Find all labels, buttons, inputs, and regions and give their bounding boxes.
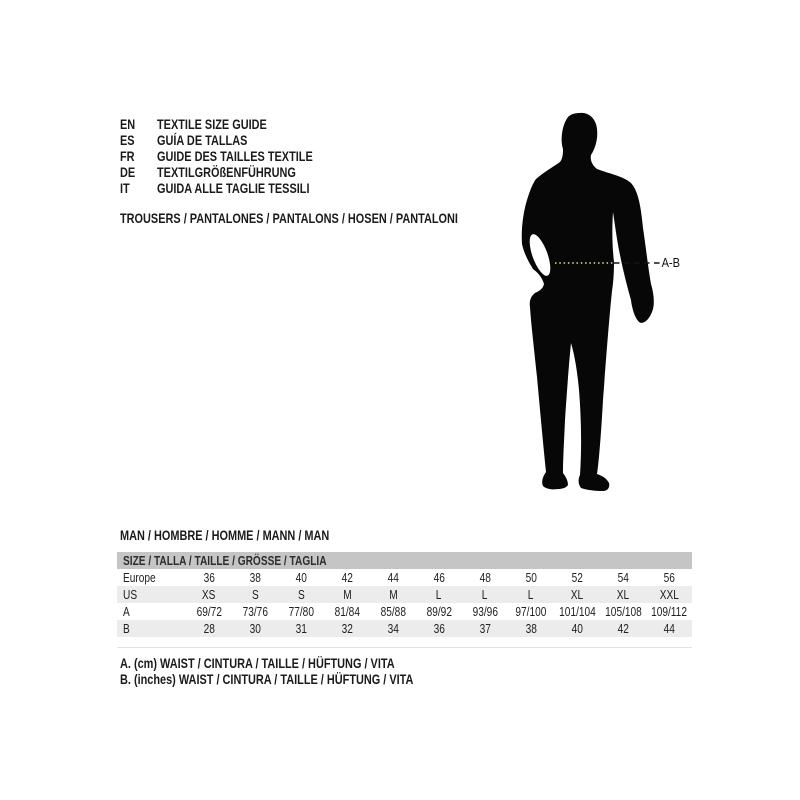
size-cell — [324, 620, 370, 637]
size-cell — [646, 603, 692, 620]
measure-label — [660, 255, 682, 270]
size-table-header — [117, 552, 692, 569]
size-cell — [370, 586, 416, 603]
man-silhouette-body — [522, 113, 654, 491]
size-cell-text: 93/96 — [472, 604, 498, 619]
size-cell-text: 73/76 — [242, 604, 268, 619]
size-cell — [416, 620, 462, 637]
size-cell — [232, 603, 278, 620]
man-silhouette-figure — [500, 105, 670, 505]
size-cell-text: 97/100 — [515, 604, 547, 619]
size-cell-text: M — [388, 587, 398, 602]
size-row-label — [117, 586, 186, 603]
size-cell-text: 31 — [295, 621, 307, 636]
size-row-label-text: US — [123, 587, 138, 602]
size-cell — [508, 569, 554, 586]
size-cell — [370, 569, 416, 586]
size-table-row — [117, 603, 692, 620]
size-cell — [370, 603, 416, 620]
size-cell — [600, 586, 646, 603]
size-cell — [462, 569, 508, 586]
size-row-cells — [186, 603, 692, 620]
size-cell — [324, 586, 370, 603]
language-label: TEXTILE SIZE GUIDE — [157, 116, 267, 132]
size-table — [117, 552, 692, 637]
size-cell-text: XS — [202, 587, 216, 602]
size-cell — [554, 603, 600, 620]
size-cell-text: 38 — [525, 621, 537, 636]
size-cell — [186, 569, 232, 586]
section-title-text: MAN / HOMBRE / HOMME / MANN / MAN — [120, 527, 330, 543]
size-row-label-text: B — [123, 621, 130, 636]
language-label: GUIDE DES TAILLES TEXTILE — [157, 148, 313, 164]
size-cell-text: 105/108 — [605, 604, 642, 619]
size-table-header-text: SIZE / TALLA / TAILLE / GRÖSSE / TAGLIA — [123, 553, 327, 568]
size-cell-text: XXL — [659, 587, 679, 602]
size-row-cells — [186, 586, 692, 603]
measure-notes — [120, 655, 496, 687]
size-cell-text: 40 — [295, 570, 307, 585]
language-row — [120, 180, 420, 196]
size-cell-text: L — [528, 587, 534, 602]
size-cell — [186, 620, 232, 637]
size-cell-text: 40 — [571, 621, 583, 636]
size-cell-text: 50 — [525, 570, 537, 585]
size-table-row — [117, 569, 692, 586]
size-cell-text: 48 — [479, 570, 491, 585]
size-cell — [554, 620, 600, 637]
size-cell-text: 46 — [433, 570, 445, 585]
language-label: TEXTILGRÖßENFÜHRUNG — [157, 164, 296, 180]
size-cell-text: L — [436, 587, 442, 602]
size-cell-text: 28 — [203, 621, 215, 636]
language-label: GUIDA ALLE TAGLIE TESSILI — [157, 180, 310, 196]
size-cell — [600, 620, 646, 637]
size-cell-text: 56 — [663, 570, 675, 585]
size-cell-text: 37 — [479, 621, 491, 636]
language-code: EN — [120, 116, 136, 132]
size-row-label — [117, 569, 186, 586]
size-cell — [278, 620, 324, 637]
size-cell — [508, 603, 554, 620]
language-code: IT — [120, 180, 130, 196]
size-cell-text: M — [342, 587, 352, 602]
size-cell-text: 69/72 — [196, 604, 222, 619]
size-row-label-text: A — [123, 604, 130, 619]
size-cell — [186, 603, 232, 620]
note-inches — [120, 671, 496, 687]
size-cell-text: 101/104 — [559, 604, 596, 619]
size-row-cells — [186, 620, 692, 637]
size-cell-text: 42 — [617, 621, 629, 636]
size-cell — [600, 569, 646, 586]
size-cell-text: 54 — [617, 570, 629, 585]
size-cell — [232, 620, 278, 637]
size-cell — [462, 620, 508, 637]
size-cell — [646, 569, 692, 586]
size-cell-text: 36 — [203, 570, 215, 585]
size-cell-text: 85/88 — [380, 604, 406, 619]
size-cell-text: 38 — [249, 570, 261, 585]
size-cell — [416, 603, 462, 620]
size-cell-text: 109/112 — [651, 604, 687, 619]
size-cell — [232, 569, 278, 586]
note-cm-text: A. (cm) WAIST / CINTURA / TAILLE / HÜFTUNG / VITA — [120, 655, 395, 671]
size-row-label — [117, 603, 186, 620]
size-cell-text: 36 — [433, 621, 445, 636]
size-cell — [416, 569, 462, 586]
size-table-row — [117, 586, 692, 603]
note-inches-text: B. (inches) WAIST / CINTURA / TAILLE / HÜFTUNG / VITA — [120, 671, 414, 687]
size-cell-text: 52 — [571, 570, 583, 585]
size-cell — [508, 586, 554, 603]
size-cell-text: 30 — [249, 621, 261, 636]
size-cell-text: S — [297, 587, 305, 602]
size-cell — [278, 586, 324, 603]
size-cell — [462, 603, 508, 620]
size-cell — [278, 603, 324, 620]
size-cell — [646, 586, 692, 603]
size-cell — [232, 586, 278, 603]
size-cell — [416, 586, 462, 603]
size-cell — [278, 569, 324, 586]
size-cell-text: L — [482, 587, 488, 602]
note-cm — [120, 655, 496, 671]
language-row — [120, 148, 420, 164]
size-cell-text: 81/84 — [334, 604, 360, 619]
size-table-body — [117, 569, 692, 637]
language-row — [120, 116, 420, 132]
language-code: ES — [120, 132, 135, 148]
size-cell — [554, 569, 600, 586]
language-code: DE — [120, 164, 136, 180]
section-title — [120, 527, 388, 543]
size-table-row — [117, 620, 692, 637]
category-title — [120, 210, 553, 226]
size-row-label — [117, 620, 186, 637]
table-bottom-rule — [117, 647, 692, 648]
size-cell-text: 77/80 — [288, 604, 314, 619]
size-cell-text: 32 — [341, 621, 353, 636]
size-cell — [370, 620, 416, 637]
size-row-label-text: Europe — [123, 570, 156, 585]
size-cell-text: 34 — [387, 621, 399, 636]
size-cell-text: 44 — [387, 570, 399, 585]
language-list — [120, 116, 420, 196]
man-silhouette-image — [500, 105, 670, 505]
size-cell-text: 44 — [663, 621, 675, 636]
size-cell-text: S — [251, 587, 259, 602]
size-cell — [600, 603, 646, 620]
size-cell — [186, 586, 232, 603]
size-cell-text: 42 — [341, 570, 353, 585]
category-title-text: TROUSERS / PANTALONES / PANTALONS / HOSEN / PANTALONI — [120, 210, 458, 226]
size-cell — [646, 620, 692, 637]
language-code: FR — [120, 148, 135, 164]
size-cell — [324, 569, 370, 586]
size-cell-text: XL — [570, 587, 584, 602]
language-row — [120, 132, 420, 148]
size-cell — [554, 586, 600, 603]
size-row-cells — [186, 569, 692, 586]
size-cell-text: 89/92 — [426, 604, 452, 619]
size-cell-text: XL — [616, 587, 630, 602]
measure-label-text: A-B — [661, 255, 681, 270]
size-cell — [462, 586, 508, 603]
size-cell — [324, 603, 370, 620]
size-cell — [508, 620, 554, 637]
language-label: GUÍA DE TALLAS — [157, 132, 248, 148]
language-row — [120, 164, 420, 180]
